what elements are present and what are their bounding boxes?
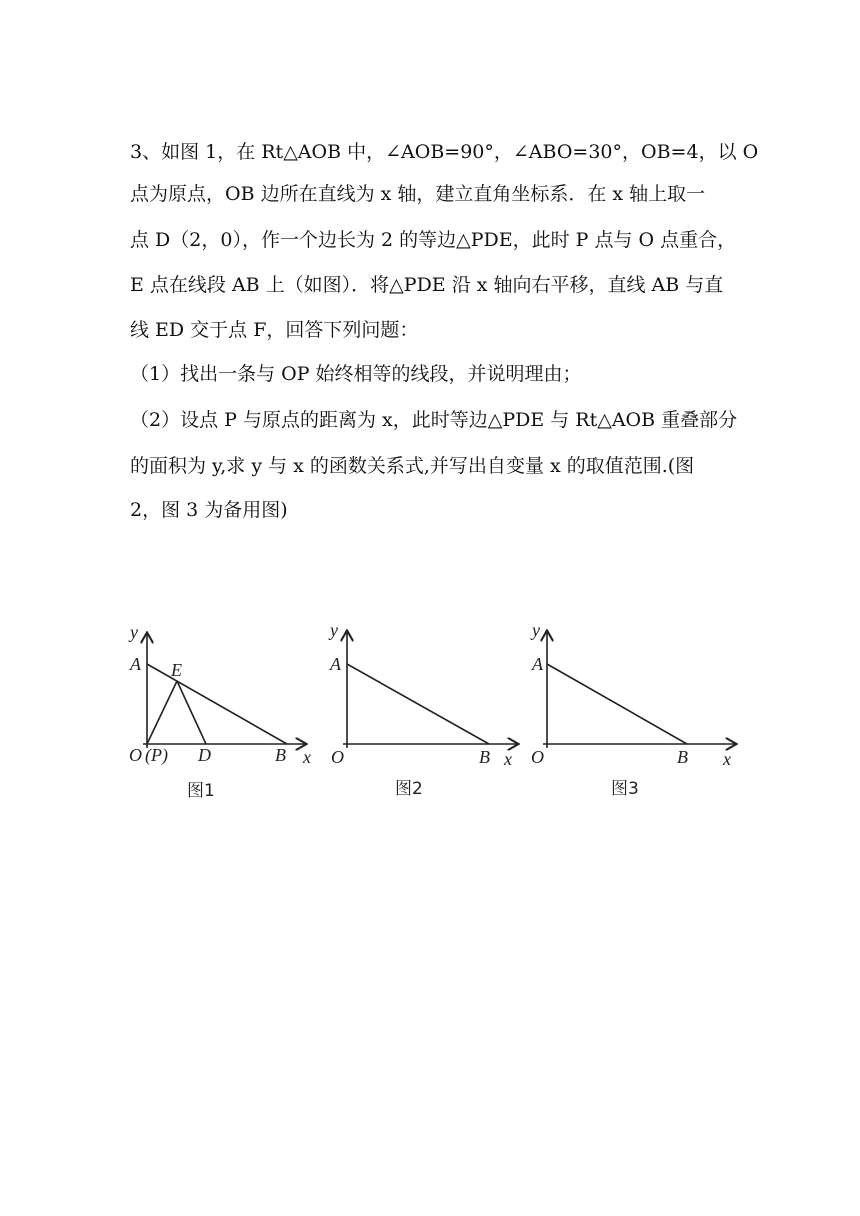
label-o: O: [129, 745, 142, 765]
figure-1-diagram: [125, 620, 325, 770]
label-d: D: [198, 745, 211, 765]
figure-3: [525, 620, 745, 799]
figure-2-caption: 图2: [395, 779, 423, 799]
problem-line-4: E 点在线段 AB 上（如图）．将△PDE 沿 x 轴向右平移，直线 AB 与直: [130, 274, 724, 296]
label-x: x: [303, 747, 311, 767]
label-y: y: [130, 622, 138, 642]
segment-ed: [177, 681, 206, 744]
figure-1-caption: 图1: [187, 781, 215, 801]
problem-line-2: 点为原点，OB 边所在直线为 x 轴，建立直角坐标系．在 x 轴上取一: [130, 183, 706, 205]
segment-ab: [147, 664, 287, 744]
label-y: y: [330, 620, 338, 640]
problem-line-6: （1）找出一条与 OP 始终相等的线段，并说明理由；: [130, 363, 582, 385]
problem-line-9: 2，图 3 为备用图): [130, 499, 288, 521]
segment-pe: [147, 681, 177, 744]
label-e: E: [171, 660, 182, 680]
label-o: O: [531, 747, 544, 767]
label-b: B: [677, 747, 688, 767]
segment-ab: [547, 664, 687, 744]
figure-3-caption: 图3: [611, 779, 639, 799]
problem-line-5: 线 ED 交于点 F，回答下列问题：: [130, 319, 419, 341]
label-o: O: [331, 747, 344, 767]
figure-1: [125, 620, 325, 801]
problem-line-1: 3、如图 1，在 Rt△AOB 中，∠AOB=90°，∠ABO=30°，OB=4，以 O: [130, 141, 759, 163]
problem-line-8: 的面积为 y,求 y 与 x 的函数关系式,并写出自变量 x 的取值范围.(图: [130, 455, 695, 477]
label-a: A: [330, 654, 341, 674]
segment-ab: [347, 664, 489, 744]
label-b: B: [479, 747, 490, 767]
label-a: A: [532, 654, 543, 674]
label-a: A: [130, 654, 141, 674]
label-p: (P): [145, 745, 168, 765]
figure-2-diagram: [325, 620, 525, 770]
figure-3-diagram: [525, 620, 745, 770]
figure-2: [325, 620, 525, 799]
label-x: x: [504, 749, 512, 769]
label-b: B: [275, 745, 286, 765]
problem-line-7: （2）设点 P 与原点的距离为 x，此时等边△PDE 与 Rt△AOB 重叠部分: [130, 409, 738, 431]
label-x: x: [723, 749, 731, 769]
label-y: y: [532, 620, 540, 640]
problem-line-3: 点 D（2，0），作一个边长为 2 的等边△PDE，此时 P 点与 O 点重合，: [130, 229, 737, 251]
